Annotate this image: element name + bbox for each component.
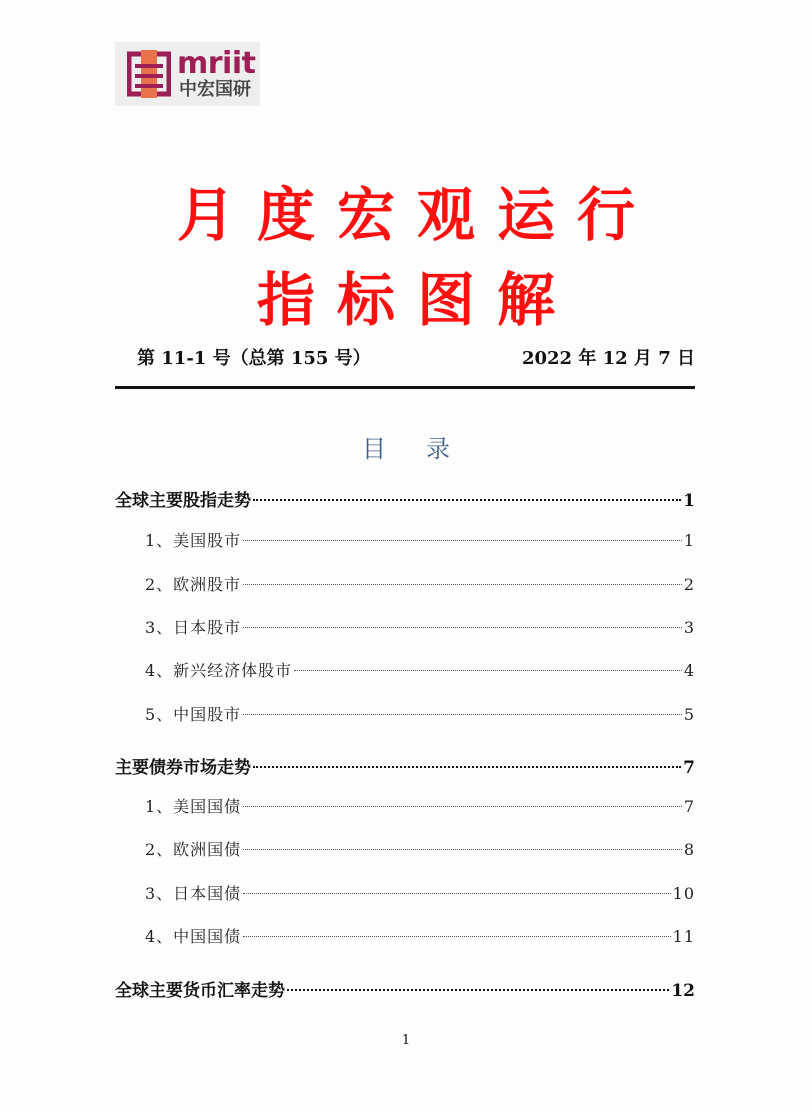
publish-date: 2022 年 12 月 7 日 [521, 348, 695, 369]
toc-leader [243, 584, 682, 585]
title-line-2: 指标图解 [256, 266, 577, 334]
toc-leader [287, 989, 669, 991]
toc-entry-label: 主要债券市场走势 [115, 758, 251, 778]
toc-entry-label: 4、新兴经济体股市 [145, 661, 293, 680]
issue-number: 第 11-1 号（总第 155 号） [137, 348, 371, 369]
toc-leader [243, 849, 682, 850]
toc-entry-page: 2 [683, 575, 695, 594]
toc-leader [243, 540, 682, 541]
toc-entry-page: 8 [683, 840, 695, 859]
toc-entry-label: 3、日本股市 [145, 618, 242, 637]
toc-leader [243, 893, 670, 894]
header-rule [115, 386, 695, 389]
logo-mark-icon [127, 50, 171, 98]
toc-entry[interactable] [145, 528, 695, 554]
toc-entry-page: 7 [683, 797, 695, 816]
toc-entry[interactable] [145, 794, 695, 820]
toc-entry-page: 1 [683, 531, 695, 550]
toc-entry-page: 5 [683, 705, 695, 724]
toc-entry-page: 11 [672, 927, 695, 946]
toc-entry[interactable] [145, 837, 695, 863]
toc-leader [243, 714, 682, 715]
toc-heading: 目录 [362, 435, 490, 463]
toc-leader [253, 766, 681, 768]
toc-leader [243, 627, 682, 628]
toc-entry[interactable] [115, 978, 695, 1004]
toc-entry-label: 5、中国股市 [145, 705, 242, 724]
title-line-1: 月度宏观运行 [176, 181, 657, 249]
toc-entry[interactable] [115, 755, 695, 781]
toc-entry-label: 1、美国国债 [145, 797, 242, 816]
toc-entry-label: 1、美国股市 [145, 531, 242, 550]
logo [115, 42, 260, 106]
toc-entry-page: 12 [671, 981, 695, 1001]
toc-entry-page: 3 [683, 618, 695, 637]
logo-text-en: mriit [177, 46, 256, 81]
toc-entry-page: 4 [683, 661, 695, 680]
toc-entry[interactable] [145, 881, 695, 907]
toc-leader [243, 806, 682, 807]
toc-entry[interactable] [145, 702, 695, 728]
toc-entry[interactable] [145, 615, 695, 641]
toc-leader [253, 499, 681, 501]
logo-text-cn: 中宏国研 [179, 79, 251, 100]
toc-leader [294, 670, 682, 671]
toc-entry-label: 2、欧洲股市 [145, 575, 242, 594]
toc-entry-label: 3、日本国债 [145, 884, 242, 903]
toc-entry-label: 2、欧洲国债 [145, 840, 242, 859]
toc-entry-page: 10 [672, 884, 695, 903]
toc-entry-label: 4、中国国债 [145, 927, 242, 946]
toc-entry[interactable] [145, 572, 695, 598]
toc-entry[interactable] [145, 658, 695, 684]
toc-entry-label: 全球主要股指走势 [115, 491, 251, 511]
toc-entry[interactable] [145, 924, 695, 950]
page-number: 1 [401, 1033, 411, 1048]
toc-entry-page: 1 [683, 491, 695, 511]
toc-entry-page: 7 [683, 758, 695, 778]
toc-leader [243, 936, 670, 937]
toc-entry-label: 全球主要货币汇率走势 [115, 981, 285, 1001]
toc-entry[interactable] [115, 488, 695, 514]
